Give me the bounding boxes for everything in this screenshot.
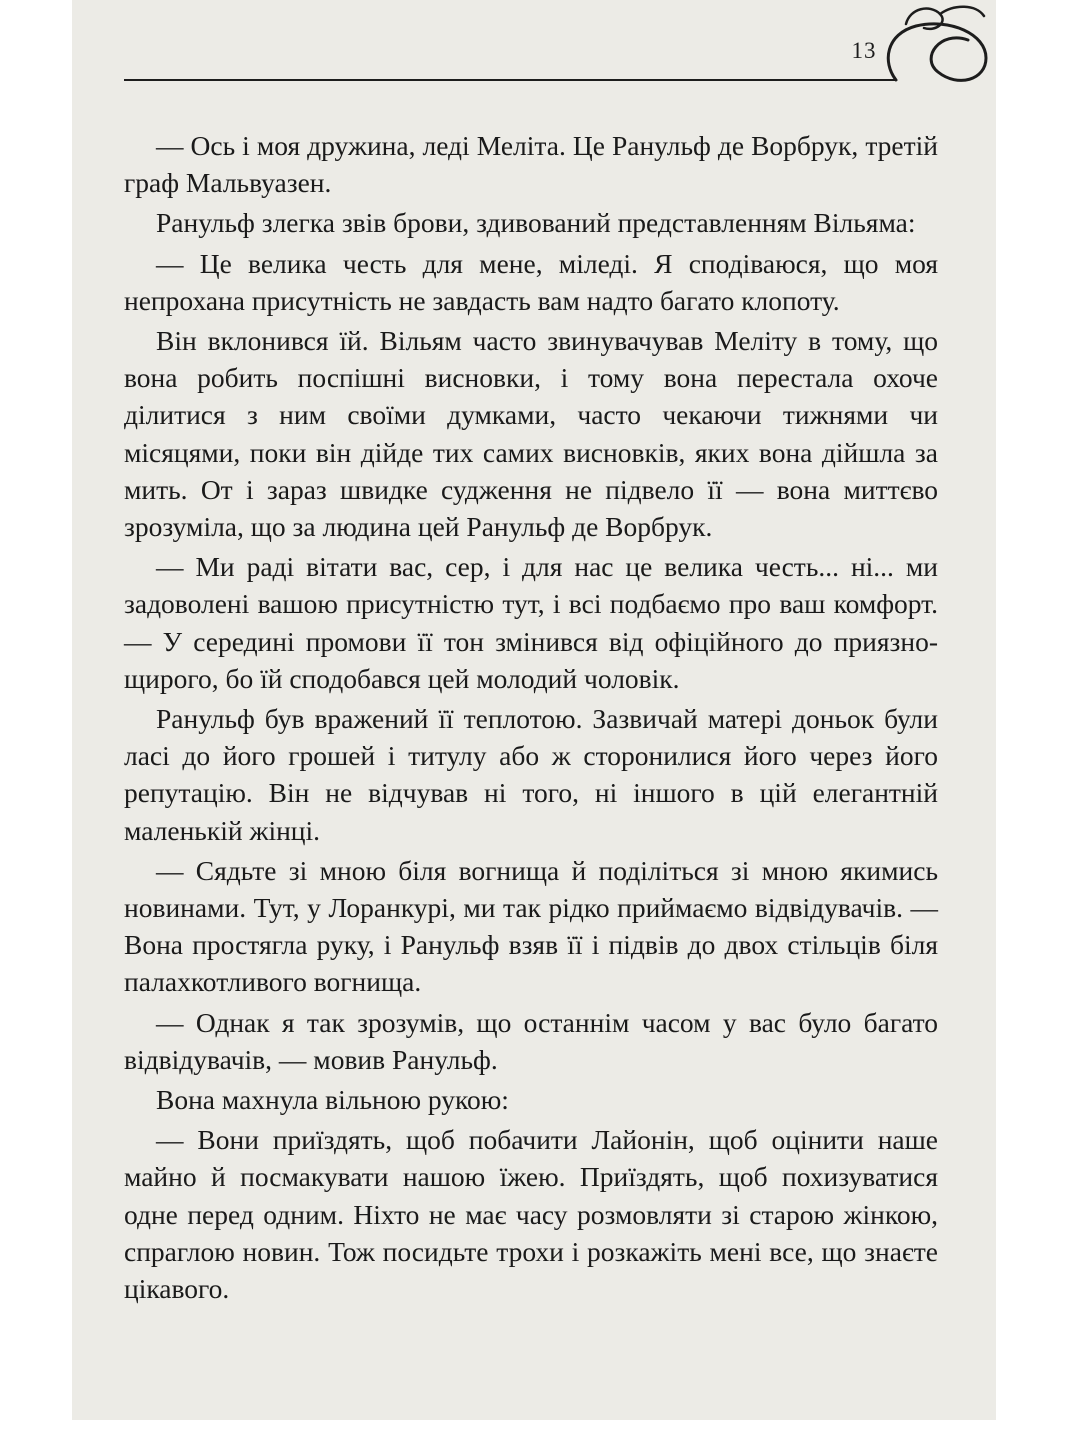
paragraph: Ранульф був вражений її теплотою. Зазвичай матері доньок були ласі до його грошей і титулу або ж сторонилися його через його репутацію. Він не відчував ні того, ні іншого в цій елегантній маленькій жінці. — [124, 703, 938, 846]
paragraph: — Однак я так зрозумів, що останнім часом у вас було багато відвідувачів, — мовив Ранульф. — [124, 1006, 938, 1075]
page-number: 13 — [851, 38, 877, 63]
header-rule — [124, 79, 896, 81]
paragraph: Ранульф злегка звів брови, здивований представленням Вільяма: — [156, 207, 916, 239]
paragraph: Він вклонився їй. Вільям часто звинувачував Меліту в тому, що вона робить поспішні висновки, і тому вона перестала охоче ділитися з ним своїми думками, часто чекаючи тижнями чи місяцями, поки він дійде тих самих висновків, яких вона дійшла за мить. От і зараз швидке судження не підвело її — вона миттєво зрозуміла, що за людина цей Ранульф де Ворбрук. — [124, 325, 938, 543]
paragraph: — Ми раді вітати вас, сер, і для нас це велика честь... ні... ми задоволені вашою присутністю тут, і всі подбаємо про ваш комфорт. — У середині промови її тон змінився від офіційного до приязно-щирого, бо їй сподобався цей молодий чоловік. — [124, 551, 938, 694]
book-page — [72, 0, 996, 1420]
body-text — [124, 127, 938, 1310]
paragraph: — Вони приїздять, щоб побачити Лайонін, щоб оцінити наше майно й посмакувати нашою їжею. Приїздять, щоб похизуватися одне перед одним. Ніхто не має часу розмовляти зі старою жінкою, спраглою новин. Тож посидьте трохи і розкажіть мені все, що знаєте цікавого. — [124, 1124, 938, 1305]
paragraph: — Це велика честь для мене, міледі. Я сподіваюся, що моя непрохана присутність не завдасть вам надто багато клопоту. — [124, 247, 938, 316]
paragraph: Вона махнула вільною рукою: — [156, 1084, 509, 1116]
paragraph: — Сядьте зі мною біля вогнища й поділіться зі мною якимись новинами. Тут, у Лоранкурі, ми так рідко приймаємо відвідувачів. — Вона простягла руку, і Ранульф взяв її і підвів до двох стільців біля палахкотливого вогнища. — [124, 854, 938, 998]
paragraph: — Ось і моя дружина, леді Меліта. Це Ранульф де Ворбрук, третій граф Мальвуазен. — [124, 130, 938, 199]
